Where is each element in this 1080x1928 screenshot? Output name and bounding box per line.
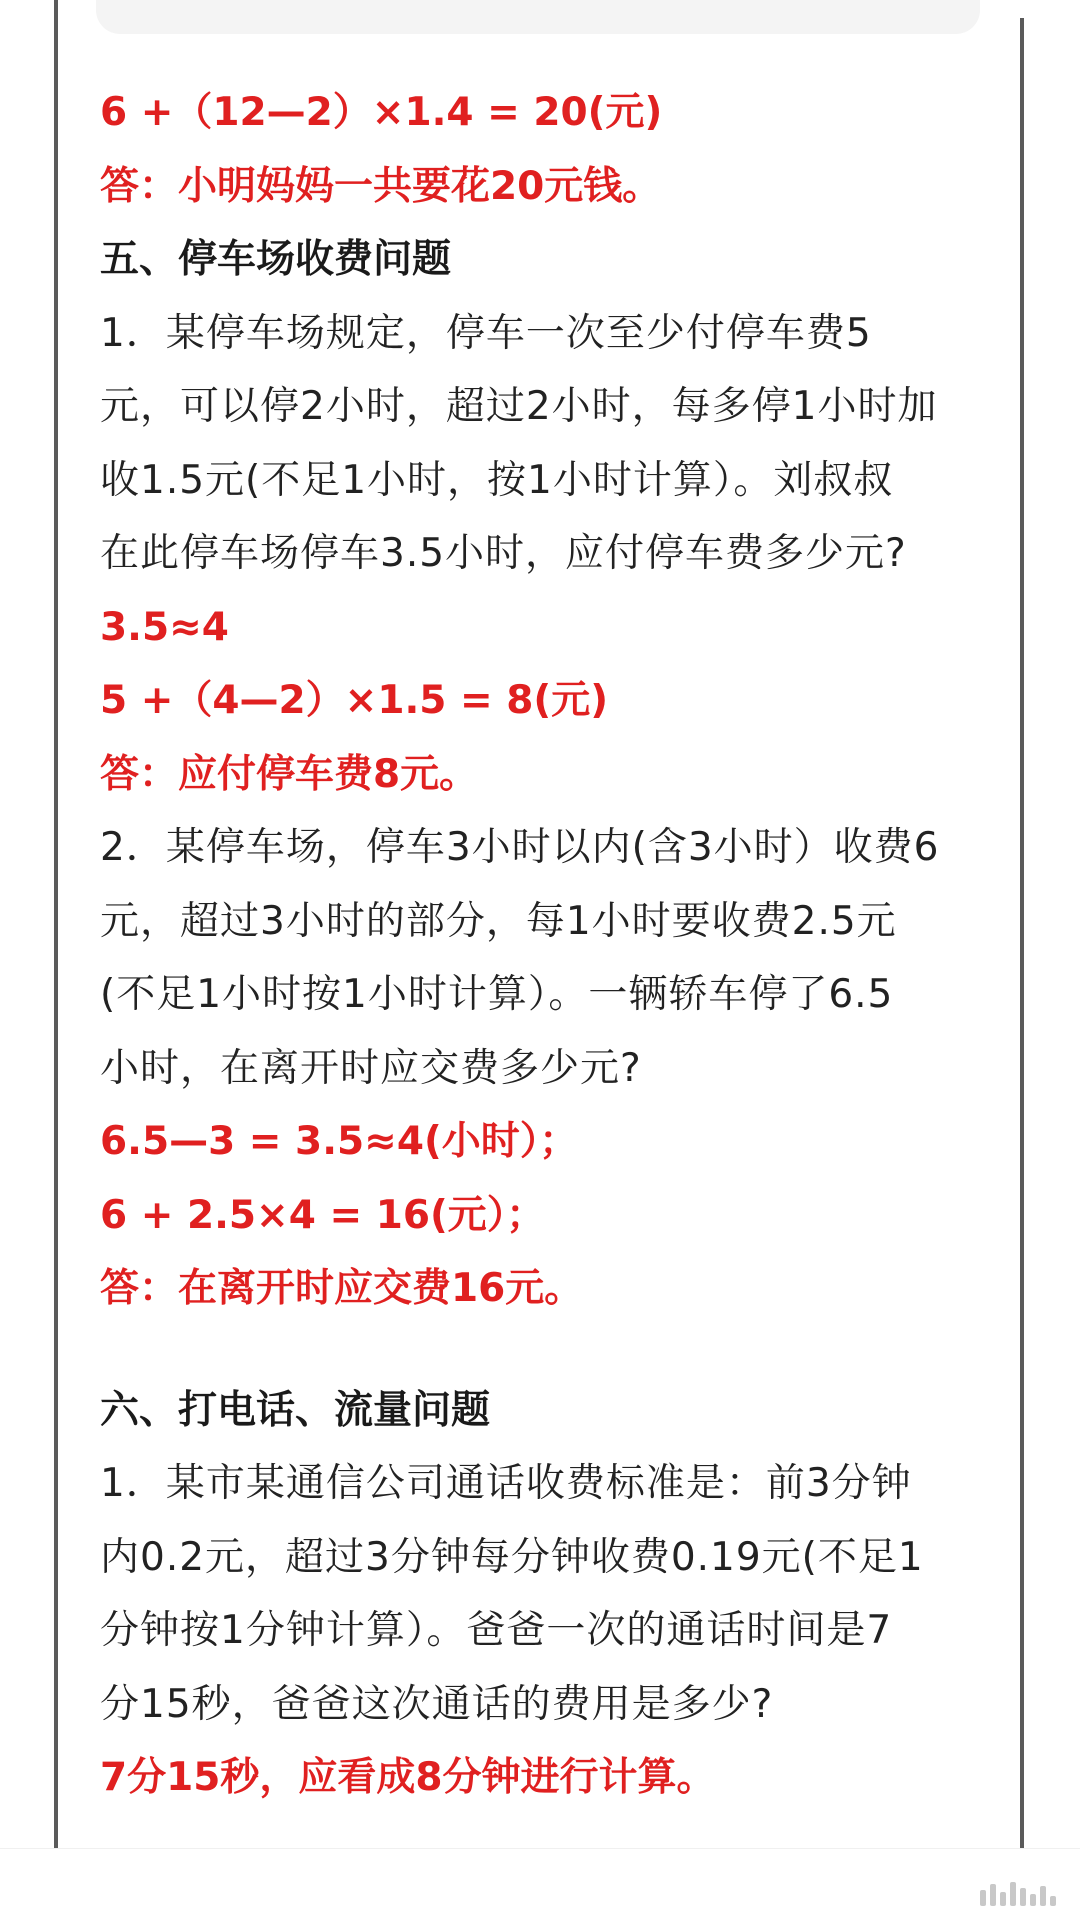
problem-text: 元，超过3小时的部分，每1小时要收费2.5元: [100, 898, 897, 944]
solution-line: 5 +（4—2）×1.5 = 8(元): [100, 678, 609, 723]
right-border: [1020, 18, 1024, 1848]
problem-text: 内0.2元，超过3分钟每分钟收费0.19元(不足1: [100, 1534, 924, 1580]
solution-line: 3.5≈4: [100, 604, 229, 650]
problem-text: 分15秒，爸爸这次通话的费用是多少?: [100, 1681, 774, 1727]
answer-line: 答：小明妈妈一共要花20元钱。: [100, 163, 662, 209]
problem-text: 1．某停车场规定，停车一次至少付停车费5: [100, 310, 872, 356]
answer-line: 答：在离开时应交费16元。: [100, 1266, 584, 1311]
problem-text: 2．某停车场，停车3小时以内(含3小时）收费6: [100, 825, 940, 870]
bottom-strip: [0, 1848, 1080, 1928]
answer-line: 答：应付停车费8元。: [100, 751, 479, 797]
left-border: [54, 0, 58, 1848]
solution-line: 6 + 2.5×4 = 16(元）；: [100, 1192, 546, 1238]
problem-text: (不足1小时按1小时计算）。一辆轿车停了6.5: [100, 972, 894, 1017]
problem-text: 元，可以停2小时，超过2小时，每多停1小时加: [100, 384, 938, 429]
top-card-edge: [96, 0, 980, 34]
section-heading-parking: 五、停车场收费问题: [100, 237, 452, 282]
problem-text: 在此停车场停车3.5小时，应付停车费多少元?: [100, 531, 907, 576]
solution-line: 6.5—3 = 3.5≈4(小时）；: [100, 1119, 579, 1164]
spacer: [100, 1326, 980, 1374]
problem-text: 分钟按1分钟计算）。爸爸一次的通话时间是7: [100, 1608, 893, 1653]
watermark-icon: [980, 1882, 1056, 1906]
solution-line: 7分15秒，应看成8分钟进行计算。: [100, 1755, 716, 1800]
article-content: [100, 76, 980, 1815]
problem-text: 收1.5元(不足1小时，按1小时计算）。刘叔叔: [100, 457, 894, 503]
problem-text: 小时，在离开时应交费多少元?: [100, 1045, 642, 1091]
problem-text: 1．某市某通信公司通话收费标准是：前3分钟: [100, 1461, 912, 1506]
solution-line: 6 +（12—2）×1.4 = 20(元): [100, 90, 663, 135]
section-heading-phone: 六、打电话、流量问题: [100, 1387, 491, 1433]
